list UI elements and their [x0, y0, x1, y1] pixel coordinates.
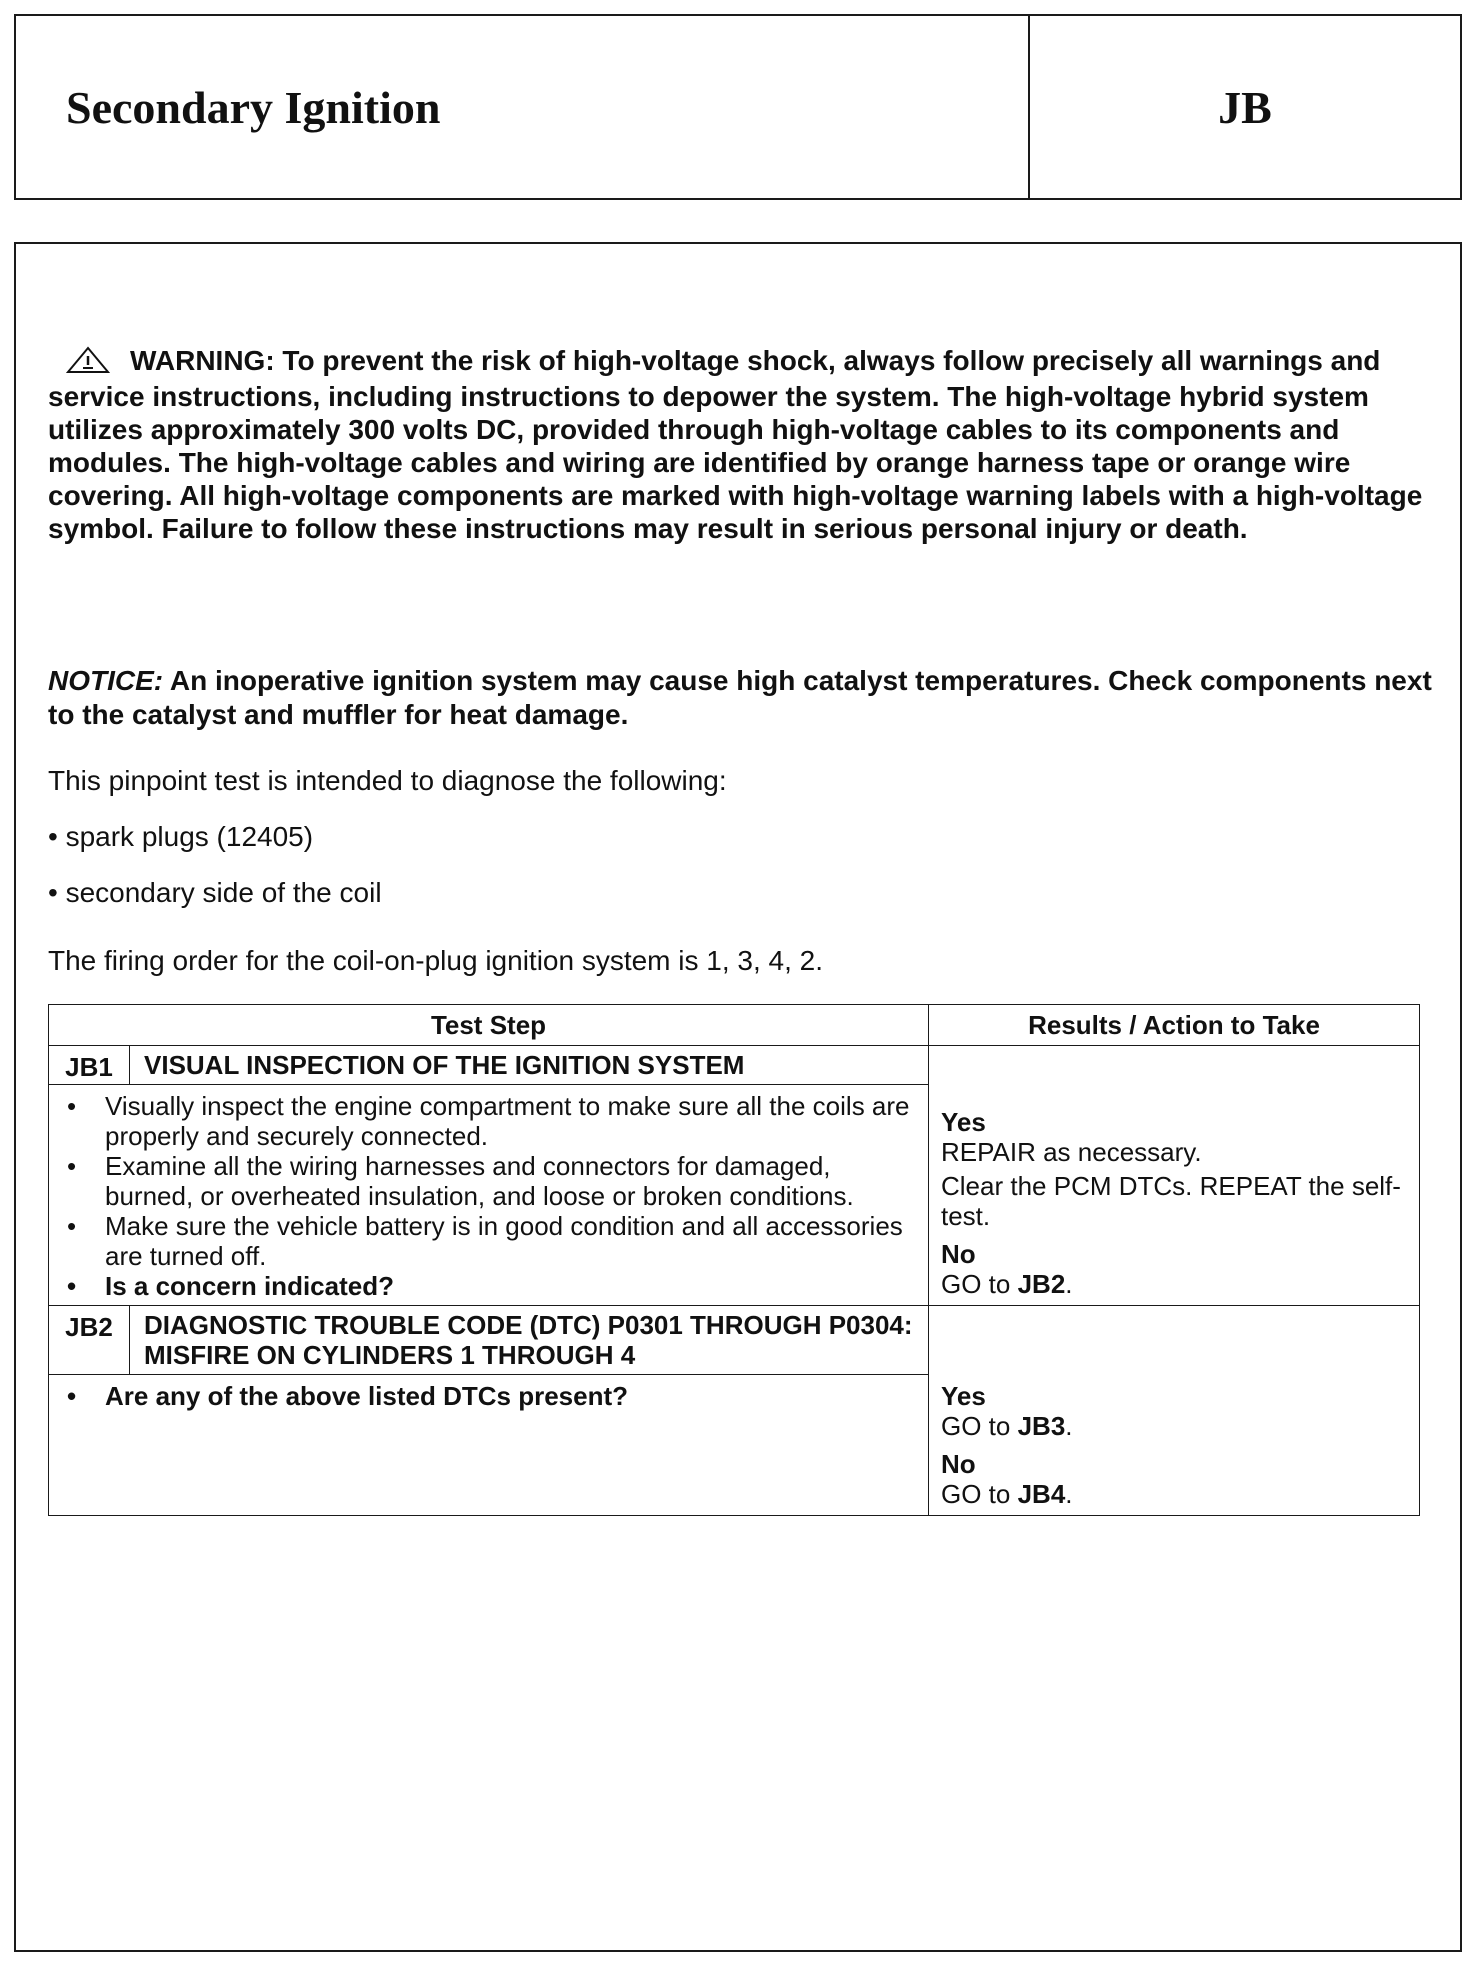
- result-no-label: No: [941, 1449, 976, 1479]
- result-action: Clear the PCM DTCs. REPEAT the self-test.: [941, 1171, 1401, 1231]
- page-title: Secondary Ignition: [66, 81, 441, 133]
- result-yes-label: Yes: [941, 1381, 986, 1411]
- goto-text: GO to: [941, 1411, 1018, 1441]
- step-body: [49, 1375, 929, 1516]
- goto-step-link[interactable]: JB4: [1017, 1479, 1066, 1509]
- table-row: [49, 1306, 1420, 1375]
- goto-suffix: .: [1065, 1269, 1073, 1299]
- column-header-test-step: Test Step: [49, 1005, 929, 1046]
- header-code-cell: [1030, 16, 1460, 198]
- step-question: • Are any of the above listed DTCs present?: [67, 1381, 912, 1411]
- result-no-label: No: [941, 1239, 976, 1269]
- result-yes-label: Yes: [941, 1107, 986, 1137]
- step-checklist: [67, 1381, 912, 1411]
- column-header-results: Results / Action to Take: [929, 1005, 1420, 1046]
- result-action: [941, 1269, 1409, 1299]
- notice-paragraph: [48, 664, 1448, 732]
- step-question: • Is a concern indicated?: [67, 1271, 912, 1301]
- warning-paragraph: [48, 344, 1448, 545]
- step-checklist-item: • Examine all the wiring harnesses and connectors for damaged, burned, or overheated insulation, and loose or broken conditions.: [67, 1151, 912, 1211]
- firing-order-text: The firing order for the coil-on-plug ignition system is 1, 3, 4, 2.: [48, 945, 824, 976]
- goto-step-link[interactable]: JB2: [1017, 1269, 1066, 1299]
- page-header: [14, 14, 1462, 200]
- content-box: [14, 242, 1462, 1952]
- warning-triangle-icon: [66, 346, 110, 374]
- section-code: JB: [1218, 81, 1272, 133]
- result-action: [941, 1479, 1409, 1509]
- step-title: DIAGNOSTIC TROUBLE CODE (DTC) P0301 THROUGH P0304: MISFIRE ON CYLINDERS 1 THROUGH 4: [130, 1306, 929, 1375]
- step-checklist: [67, 1091, 912, 1301]
- result-action: REPAIR as necessary.: [941, 1137, 1202, 1167]
- diagnose-list-item: • spark plugs (12405): [48, 821, 314, 852]
- step-checklist-item: • Visually inspect the engine compartment to make sure all the coils are properly and securely connected.: [67, 1091, 912, 1151]
- warning-text: WARNING: To prevent the risk of high-voltage shock, always follow precisely all warnings and service instructions, including instructions to depower the system. The high-voltage hybrid system utilizes approximately 300 volts DC, provided through high-voltage cables to its components and modules. The high-voltage cables and wiring are identified by orange harness tape or orange wire covering. All high-voltage components are marked with high-voltage warning labels with a high-voltage symbol. Failure to follow these instructions may result in serious personal injury or death.: [48, 345, 1423, 544]
- step-body: [49, 1085, 929, 1306]
- step-results: [929, 1046, 1420, 1306]
- notice-label: NOTICE:: [48, 665, 164, 696]
- intro-text: This pinpoint test is intended to diagnose the following:: [48, 765, 727, 796]
- test-step-table: [48, 1004, 1420, 1516]
- goto-text: GO to: [941, 1479, 1018, 1509]
- step-code: JB1: [49, 1046, 130, 1085]
- step-code: JB2: [49, 1306, 130, 1375]
- diagnose-list-item: • secondary side of the coil: [48, 877, 382, 908]
- table-row: [49, 1046, 1420, 1085]
- table-header-row: [49, 1005, 1420, 1046]
- goto-suffix: .: [1065, 1411, 1073, 1441]
- step-results: [929, 1306, 1420, 1516]
- step-checklist-item: • Make sure the vehicle battery is in good condition and all accessories are turned off.: [67, 1211, 912, 1271]
- notice-text: An inoperative ignition system may cause high catalyst temperatures. Check components next to the catalyst and muffler for heat damage.: [48, 665, 1432, 730]
- step-title: VISUAL INSPECTION OF THE IGNITION SYSTEM: [130, 1046, 929, 1085]
- result-action: [941, 1411, 1409, 1441]
- header-title-cell: [16, 16, 1030, 198]
- goto-suffix: .: [1065, 1479, 1073, 1509]
- goto-text: GO to: [941, 1269, 1018, 1299]
- goto-step-link[interactable]: JB3: [1017, 1411, 1066, 1441]
